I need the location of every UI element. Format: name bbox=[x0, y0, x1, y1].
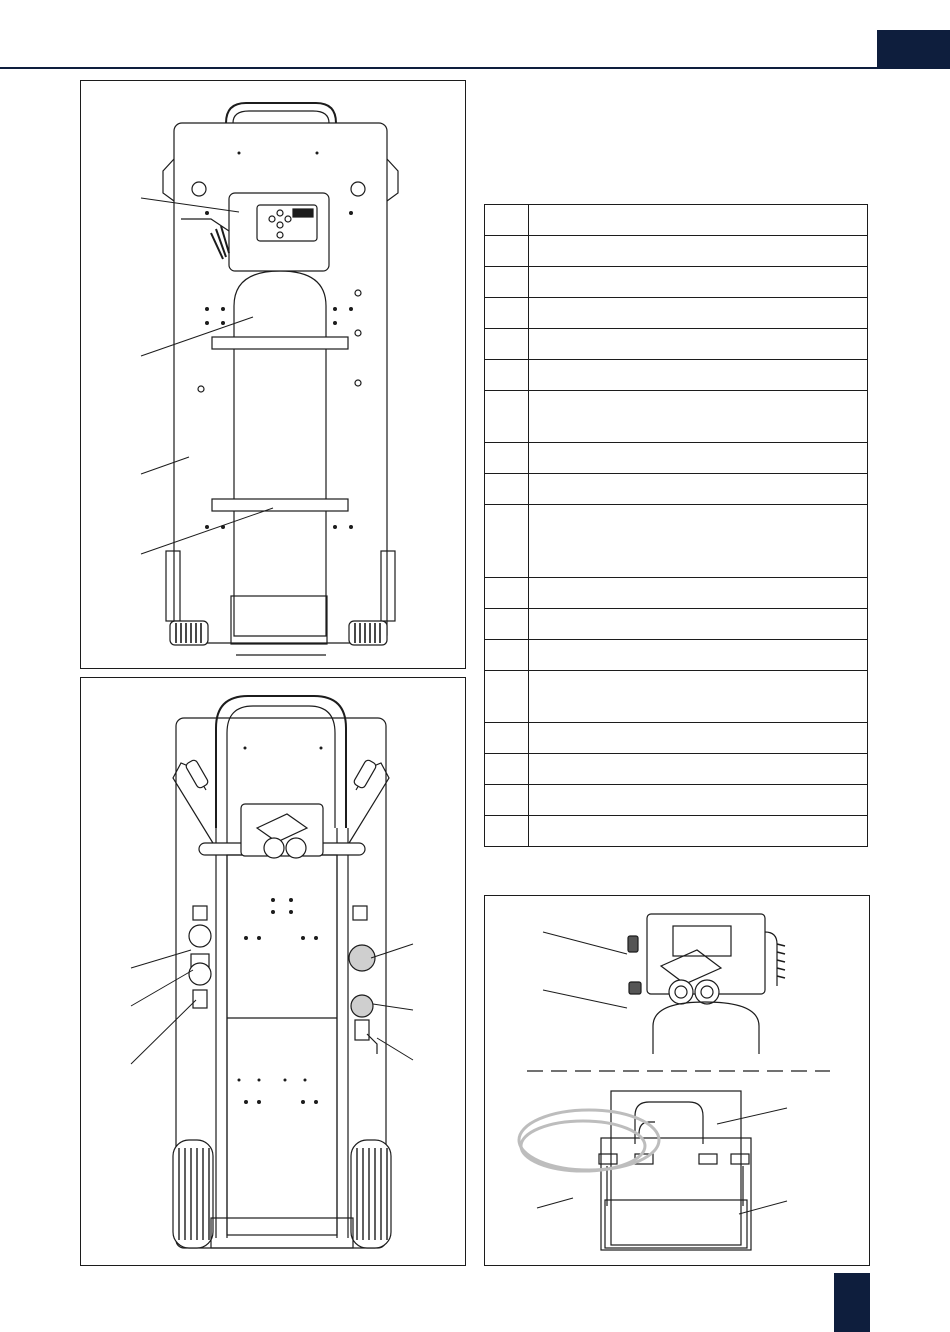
table-row bbox=[485, 723, 868, 754]
front-view-figure bbox=[80, 80, 466, 669]
part-number bbox=[485, 360, 529, 391]
part-number bbox=[485, 578, 529, 609]
part-number bbox=[485, 298, 529, 329]
table-row bbox=[485, 236, 868, 267]
part-description bbox=[529, 474, 868, 505]
part-description bbox=[529, 329, 868, 360]
lower-strap bbox=[212, 499, 348, 511]
part-description bbox=[529, 298, 868, 329]
detail-view-figure bbox=[484, 895, 870, 1266]
header-rule bbox=[0, 67, 877, 69]
part-description bbox=[529, 267, 868, 298]
table-row bbox=[485, 640, 868, 671]
part-number bbox=[485, 640, 529, 671]
table-row bbox=[485, 505, 868, 578]
part-number bbox=[485, 671, 529, 723]
part-number bbox=[485, 609, 529, 640]
table-row bbox=[485, 391, 868, 443]
header-section-tab bbox=[877, 30, 950, 69]
plate-holes bbox=[238, 747, 323, 1105]
part-number bbox=[485, 816, 529, 847]
part-description bbox=[529, 640, 868, 671]
table-row bbox=[485, 443, 868, 474]
left-grip-icon bbox=[173, 759, 216, 848]
part-number bbox=[485, 391, 529, 443]
parts-legend-table bbox=[484, 204, 868, 847]
part-description bbox=[529, 205, 868, 236]
part-number bbox=[485, 474, 529, 505]
rear-view-drawing bbox=[81, 678, 465, 1265]
control-valve-head bbox=[229, 193, 329, 271]
tank-top bbox=[653, 1002, 759, 1054]
table-row bbox=[485, 754, 868, 785]
part-description bbox=[529, 671, 868, 723]
part-description bbox=[529, 236, 868, 267]
table-row bbox=[485, 474, 868, 505]
part-description bbox=[529, 360, 868, 391]
valve-closeup bbox=[628, 914, 785, 1004]
part-number bbox=[485, 723, 529, 754]
part-description bbox=[529, 723, 868, 754]
part-number bbox=[485, 267, 529, 298]
front-view-drawing bbox=[81, 81, 465, 668]
part-number bbox=[485, 505, 529, 578]
table-row bbox=[485, 360, 868, 391]
part-description bbox=[529, 391, 868, 443]
rear-view-figure bbox=[80, 677, 466, 1266]
part-description bbox=[529, 754, 868, 785]
right-wheel-icon bbox=[349, 621, 387, 645]
right-pressure-gauges bbox=[349, 906, 377, 1054]
part-number bbox=[485, 205, 529, 236]
table-row bbox=[485, 785, 868, 816]
table-row bbox=[485, 609, 868, 640]
table-row bbox=[485, 816, 868, 847]
part-description bbox=[529, 816, 868, 847]
table-row bbox=[485, 267, 868, 298]
left-wheel-icon bbox=[170, 621, 208, 645]
part-description bbox=[529, 578, 868, 609]
table-row bbox=[485, 578, 868, 609]
brine-cable bbox=[181, 219, 229, 259]
part-description bbox=[529, 785, 868, 816]
right-wheel-icon bbox=[351, 1140, 391, 1248]
left-wheel-icon bbox=[173, 1140, 213, 1248]
detail-view-drawing bbox=[485, 896, 869, 1265]
table-row bbox=[485, 329, 868, 360]
right-grip-icon bbox=[346, 759, 389, 848]
upper-strap bbox=[212, 337, 348, 349]
resin-tank bbox=[234, 271, 326, 636]
part-description bbox=[529, 505, 868, 578]
valve-body bbox=[241, 804, 323, 858]
part-number bbox=[485, 443, 529, 474]
part-number bbox=[485, 785, 529, 816]
part-number bbox=[485, 754, 529, 785]
part-number bbox=[485, 236, 529, 267]
left-pressure-gauges bbox=[189, 906, 211, 1008]
table-row bbox=[485, 298, 868, 329]
table-row bbox=[485, 671, 868, 723]
part-description bbox=[529, 609, 868, 640]
table-row bbox=[485, 205, 868, 236]
part-number bbox=[485, 329, 529, 360]
part-description bbox=[529, 443, 868, 474]
footer-page-tab bbox=[834, 1273, 870, 1332]
